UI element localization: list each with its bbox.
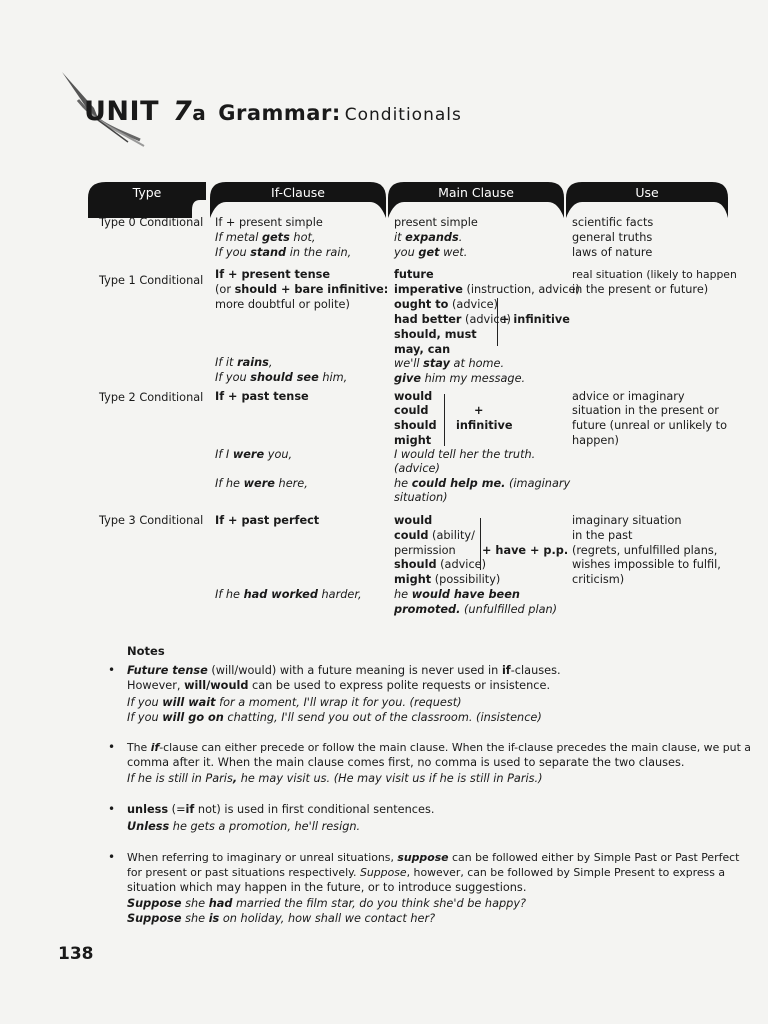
main-t1-should-must: should, must [394, 328, 477, 341]
main-t2-might: might [394, 434, 432, 447]
if-t1-example-2: If you should see him, [215, 371, 348, 384]
use-t0-3: laws of nature [572, 246, 653, 259]
note-2-line-2: comma after it. When the main clause comes first, no comma is used to separate the two clauses. [127, 756, 685, 769]
use-t3-4: wishes impossible to fulfil, [572, 558, 721, 571]
main-t2-example-2-note: situation) [394, 491, 448, 504]
note-2-line-1: The if-clause can either precede or follow the main clause. When the if-clause precedes the main clause, we put a [127, 741, 751, 754]
header-use-label: Use [635, 185, 659, 200]
header-if-clause [210, 180, 386, 218]
header-type-label: Type [132, 185, 162, 200]
use-t2-2: situation in the present or [572, 404, 719, 417]
if-t1-example-1: If it rains, [215, 356, 273, 369]
main-t1-infinitive: + infinitive [500, 313, 570, 326]
main-t2-could: could [394, 404, 429, 417]
type-3-label: Type 3 Conditional [99, 514, 204, 527]
if-t0-example-2: If you stand in the rain, [215, 246, 352, 259]
page-number: 138 [58, 944, 94, 964]
main-t1-future: future [394, 268, 434, 281]
main-t1-had-better: had better (advice) [394, 313, 511, 326]
main-t3-would: would [394, 514, 433, 527]
main-t0-rule: present simple [394, 216, 478, 229]
unit-number: 7 [172, 96, 193, 127]
if-t1-rule-2: (or should + bare infinitive: [215, 283, 389, 296]
main-t3-example-1: he would have been [394, 588, 520, 601]
grammar-label: Grammar: [218, 101, 341, 125]
bullet-icon: • [108, 850, 116, 864]
if-t0-example-1: If metal gets hot, [215, 231, 316, 244]
note-1-line-2: However, will/would can be used to express polite requests or insistence. [127, 679, 551, 692]
use-t2-3: future (unreal or unlikely to [572, 419, 727, 432]
main-t1-ought: ought to (advice) [394, 298, 498, 311]
main-t3-might: might (possibility) [394, 573, 501, 586]
main-t1-example-2: give him my message. [394, 372, 526, 385]
if-t2-example-1: If I were you, [215, 448, 293, 461]
note-1-example-1: If you will wait for a moment, I'll wrap it for you. (request) [127, 696, 462, 709]
main-t2-plus: + [474, 404, 484, 417]
type-2-label: Type 2 Conditional [99, 391, 204, 404]
main-t0-example-2: you get wet. [394, 246, 468, 259]
use-t0-2: general truths [572, 231, 653, 244]
brace [480, 518, 481, 570]
main-t1-imperative: imperative (instruction, advice) [394, 283, 580, 296]
note-2-example: If he is still in Paris, he may visit us. (He may visit us if he is still in Paris.) [127, 772, 543, 785]
main-t3-have-pp: + have + p.p. [482, 544, 569, 557]
unit-suffix: a [192, 101, 207, 125]
header-type [88, 180, 206, 218]
type-0-label: Type 0 Conditional [99, 216, 204, 229]
note-4-line-2: for present or past situations respectively. Suppose, however, can be followed by Simple Present to express a [127, 866, 726, 879]
if-t1-rule: If + present tense [215, 268, 331, 281]
use-t3-5: criticism) [572, 573, 625, 586]
unit-label: UNIT [84, 96, 159, 127]
brace [444, 394, 445, 446]
main-t3-could: could (ability/ [394, 529, 475, 542]
main-t2-infinitive: infinitive [456, 419, 513, 432]
topic-label: Conditionals [344, 105, 462, 125]
header-use [566, 180, 728, 218]
use-t3-2: in the past [572, 529, 633, 542]
note-3-example: Unless he gets a promotion, he'll resign. [127, 820, 361, 833]
use-t2-1: advice or imaginary [572, 390, 685, 403]
note-1-example-2: If you will go on chatting, I'll send you out of the classroom. (insistence) [127, 711, 542, 724]
note-4-line-1: When referring to imaginary or unreal situations, suppose can be followed either by Simple Past or Past Perfect [127, 851, 740, 864]
note-4-example-2: Suppose she is on holiday, how shall we contact her? [127, 912, 436, 925]
if-t2-rule: If + past tense [215, 390, 309, 403]
if-t3-rule: If + past perfect [215, 514, 320, 527]
main-t2-example-1: I would tell her the truth. [394, 448, 536, 461]
note-1-line-1: Future tense (will/would) with a future meaning is never used in if-clauses. [127, 664, 561, 677]
note-4-example-1: Suppose she had married the film star, do you think she'd be happy? [127, 897, 527, 910]
if-t1-rule-3: more doubtful or polite) [215, 298, 350, 311]
type-1-label: Type 1 Conditional [99, 274, 204, 287]
main-t3-example-2: promoted. (unfulfilled plan) [394, 603, 558, 616]
if-t2-example-2: If he were here, [215, 477, 308, 490]
main-t0-example-1: it expands. [394, 231, 463, 244]
note-4-line-3: situation which may happen in the future, or to introduce suggestions. [127, 881, 527, 894]
use-t2-4: happen) [572, 434, 619, 447]
main-t3-should: should (advice) [394, 558, 487, 571]
use-t1-1: real situation (likely to happen [572, 268, 737, 281]
if-t3-example: If he had worked harder, [215, 588, 362, 601]
if-t0-rule: If + present simple [215, 216, 323, 229]
main-t1-example-1: we'll stay at home. [394, 357, 505, 370]
note-3-line-1: unless (=if not) is used in first conditional sentences. [127, 803, 435, 816]
use-t1-2: in the present or future) [572, 283, 709, 296]
page-title [84, 96, 462, 127]
use-t3-3: (regrets, unfulfilled plans, [572, 544, 718, 557]
use-t3-1: imaginary situation [572, 514, 682, 527]
brace [497, 298, 498, 346]
bullet-icon: • [108, 740, 116, 754]
header-main-clause-label: Main Clause [438, 185, 514, 200]
bullet-icon: • [108, 663, 116, 677]
main-t2-example-2: he could help me. (imaginary [394, 477, 571, 490]
main-t2-would: would [394, 390, 433, 403]
notes-heading: Notes [127, 644, 165, 658]
main-t3-permission: permission [394, 544, 456, 557]
main-t1-may-can: may, can [394, 343, 451, 356]
main-t2-example-1-note: (advice) [394, 462, 440, 475]
main-t2-should: should [394, 419, 437, 432]
bullet-icon: • [108, 802, 116, 816]
header-main-clause [388, 180, 564, 218]
header-if-clause-label: If-Clause [271, 185, 325, 200]
use-t0-1: scientific facts [572, 216, 654, 229]
